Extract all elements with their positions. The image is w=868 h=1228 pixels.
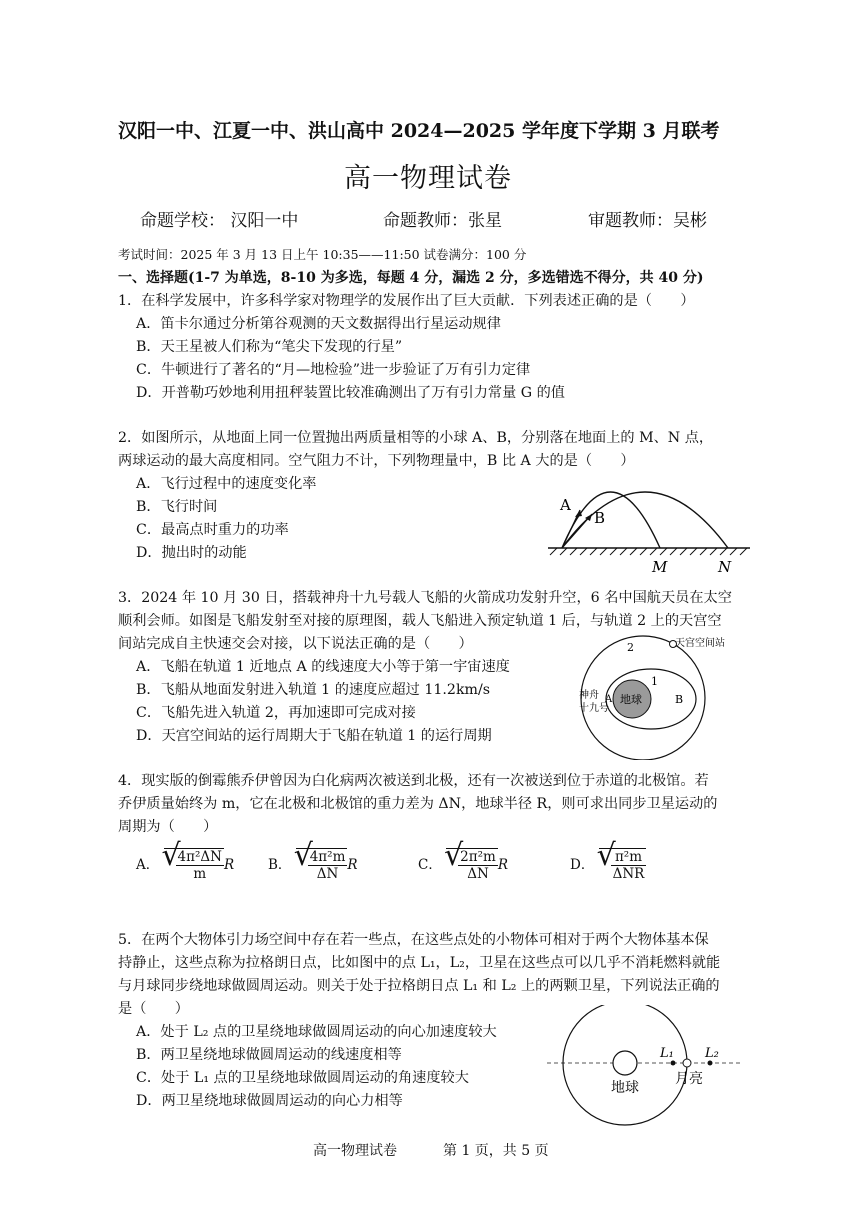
q4-b-numerator: √ 4π²m [309,849,346,865]
sqrt-sign [164,848,224,882]
q4-a-denominator: m [193,866,207,882]
q1-option-d: D．开普勒巧妙地利用扭秤装置比较准确测出了万有引力常量 G 的值 [136,385,565,401]
q1-option-a: A．笛卡尔通过分析第谷观测的天文数据得出行星运动规律 [136,316,501,332]
q5-stem-line2: 持静止，这些点称为拉格朗日点，比如图中的点 L₁，L₂，卫星在这些点可以几乎不消耗燃料就能 [118,955,721,971]
label-b: B [594,509,606,527]
q2-stem-line2: 两球运动的最大高度相同。空气阻力不计，下列物理量中，B 比 A 大的是（ ） [118,453,635,469]
q2-stem-line1: 2．如图所示，从地面上同一位置抛出两质量相等的小球 A、B，分别落在地面上的 M、N 点， [118,430,714,446]
sqrt-sign [296,848,348,882]
sqrt-sign [599,848,647,882]
q4-option-c [418,848,508,882]
q4-stem-line2: 乔伊质量始终为 m，它在北极和北极馆的重力差为 ΔN，地球半径 R，则可求出同步卫星运动的 [118,796,718,812]
q4-a-numerator: √ 4π²ΔN [177,849,222,865]
q4-option-c-label: C． [418,857,442,873]
q2-option-a: A．飞行过程中的速度变化率 [136,476,317,492]
orbit-2-label: 2 [627,641,634,654]
ship-label-line1: 神舟 [579,690,599,701]
moon-icon [683,1059,691,1067]
earth-label: 地球 [620,693,642,706]
exam-time-score: 考试时间：2025 年 3 月 13 日上午 10:35——11:50 试卷满分：100 分 [118,247,527,262]
q4-a-radius: R [223,857,235,873]
sqrt-sign [446,848,498,882]
q4-stem-line1: 4．现实版的倒霉熊乔伊曾因为白化病两次被送到北极，还有一次被送到位于赤道的北极馆。若 [118,773,709,789]
q4-stem-line3: 周期为（ ） [118,819,218,835]
q4-option-d [570,848,646,882]
q4-option-b [268,848,358,882]
subject-title: 高一物理试卷 [344,163,512,194]
setter-teacher: 命题教师：张星 [383,211,502,231]
q3-option-c: C．飞船先进入轨道 2，再加速即可完成对接 [136,705,416,721]
q2-option-c: C．最高点时重力的功率 [136,522,289,538]
reviewer: 审题教师：吴彬 [588,211,707,231]
q5-option-b: B．两卫星绕地球做圆周运动的线速度相等 [136,1047,402,1063]
ground-hatching [550,548,747,555]
l2-point [708,1061,713,1066]
q4-c-numerator: √ 2π²m [460,849,496,865]
q5-option-d: D．两卫星绕地球做圆周运动的向心力相等 [136,1093,403,1109]
setter-school: 命题学校： 汉阳一中 [140,211,299,231]
q4-d-numerator: √ π²m [611,849,647,866]
lagrange-diagram [545,1005,745,1130]
earth-label: 地球 [611,1080,639,1096]
q5-stem-line1: 5．在两个大物体引力场空间中存在若一些点，在这些点处的小物体可相对于两个大物体基本保 [118,932,709,948]
l2-label: L₂ [705,1046,719,1061]
exam-title: 汉阳一中、江夏一中、洪山高中 2024—2025 学年度下学期 3 月联考 [118,120,720,142]
point-b-label: B [675,693,684,706]
arrowhead-a [575,510,582,517]
q3-stem-line3: 间站完成自主快速交会对接，以下说法正确的是（ ） [118,636,473,652]
q5-option-c: C．处于 L₁ 点的卫星绕地球做圆周运动的角速度较大 [136,1070,469,1086]
trajectory-a [562,492,660,548]
moon-label: 月亮 [675,1071,703,1087]
q4-c-denominator: ΔN [467,866,489,882]
q4-option-b-label: B． [268,857,292,873]
q3-option-b: B．飞船从地面发射进入轨道 1 的速度应超过 11.2km/s [136,682,491,698]
q4-c-radius: R [497,857,508,873]
q1-option-c: C．牛顿进行了著名的“月—地检验”进一步验证了万有引力定律 [136,362,531,378]
label-n: N [718,558,732,576]
orbit-1-label: 1 [651,675,658,688]
q4-b-denominator: ΔN [316,866,339,882]
footer-page: 第 1 页，共 5 页 [443,1143,549,1159]
q4-option-a [136,848,234,882]
q3-option-d: D．天宫空间站的运行周期大于飞船在轨道 1 的运行周期 [136,728,492,744]
station-label: 天宫空间站 [675,638,725,649]
q5-stem-line3: 与月球同步绕地球做圆周运动。则关于处于拉格朗日点 L₁ 和 L₂ 上的两颗卫星，下列说法正确的 [118,978,720,994]
earth-icon [613,1051,637,1075]
point-a-label: A [605,694,613,705]
q2-option-b: B．飞行时间 [136,499,218,515]
q4-b-radius: R [347,857,358,873]
q2-option-d: D．抛出时的动能 [136,545,247,561]
projectile-diagram [540,470,755,578]
q1-stem: 1．在科学发展中，许多科学家对物理学的发展作出了巨大贡献．下列表述正确的是（ ） [118,293,695,309]
q5-option-a: A．处于 L₂ 点的卫星绕地球做圆周运动的向心加速度较大 [136,1024,497,1040]
q3-option-a: A．飞船在轨道 1 近地点 A 的线速度大小等于第一宇宙速度 [136,659,510,675]
label-a: A [560,496,571,514]
q1-option-b: B．天王星被人们称为“笔尖下发现的行星” [136,339,403,355]
label-m: M [652,558,668,576]
footer-subject: 高一物理试卷 [313,1143,397,1159]
q3-stem-line2: 顺利会师。如图是飞船发射至对接的原理图，载人飞船进入预定轨道 1 后，与轨道 2 上的天宫空 [118,613,722,629]
orbit-diagram [565,630,765,760]
ship-label-line2: 十九号 [579,703,609,714]
q3-stem-line1: 3．2024 年 10 月 30 日，搭载神舟十九号载人飞船的火箭成功发射升空，6 名中国航天员在太空 [118,590,732,606]
l1-point [671,1061,676,1066]
section-heading: 一、选择题(1-7 为单选，8-10 为多选，每题 4 分，漏选 2 分，多选错选不得分，共 40 分) [118,270,704,286]
q4-d-denominator: ΔNR [612,866,645,882]
q4-option-a-label: A． [136,857,160,873]
q4-option-d-label: D． [570,857,595,873]
q5-stem-line4: 是（ ） [118,1001,189,1017]
l1-label: L₁ [660,1046,674,1061]
